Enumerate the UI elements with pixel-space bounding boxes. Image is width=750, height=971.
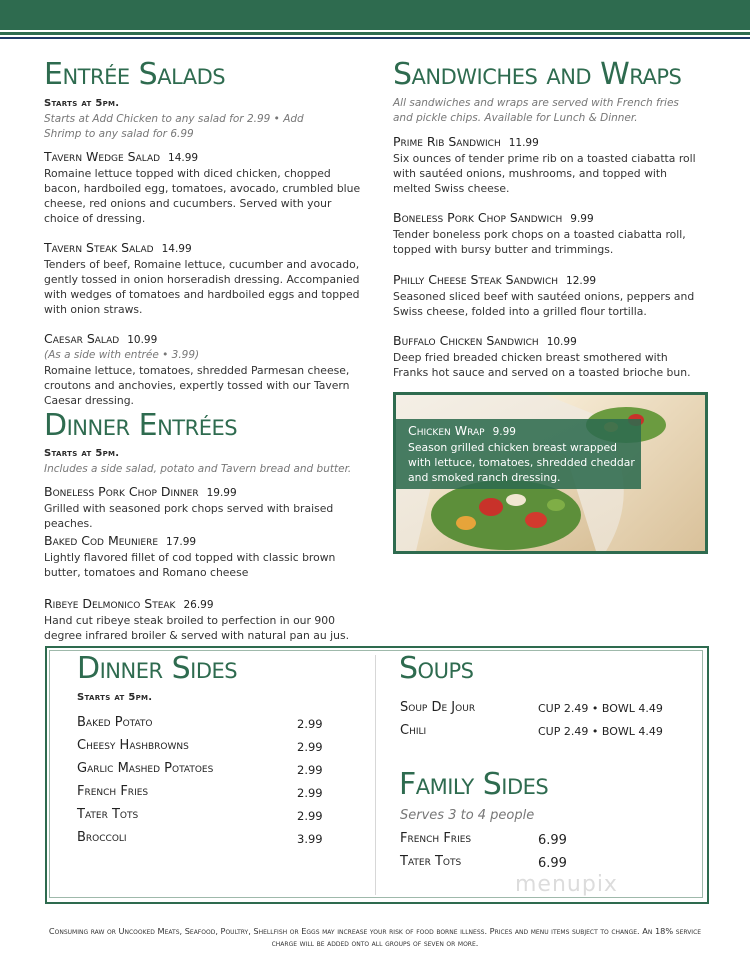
footer-disclaimer: Consuming raw or Uncooked Meats, Seafood, Poultry, Shellfish or Eggs may increase your risk of food borne illness. Prices and menu items subject to change. An 18% service charge will be added onto all groups of seven or more. <box>48 926 702 948</box>
item-name: Prime Rib Sandwich <box>393 134 501 149</box>
menu-item <box>393 272 703 319</box>
menu-item <box>44 240 364 317</box>
sandwiches-title: Sandwiches and Wraps <box>393 57 682 92</box>
chicken-wrap-photo <box>393 392 708 554</box>
item-price: 14.99 <box>161 243 192 255</box>
item-price: 11.99 <box>508 137 539 149</box>
item-name: Boneless Pork Chop Sandwich <box>393 210 563 225</box>
entree-salads-title: Entrée Salads <box>44 57 226 92</box>
family-side-name: French Fries <box>400 831 472 846</box>
item-price: 9.99 <box>570 213 594 225</box>
entree-salads-subtitle: Starts at 5pm. <box>44 98 120 109</box>
item-desc: Six ounces of tender prime rib on a toasted ciabatta roll with sautéed onions, mushrooms, and topped with melted Swiss cheese. <box>393 152 696 195</box>
item-desc: Hand cut ribeye steak broiled to perfection in our 900 degree infrared broiler & served with natural pan au jus. <box>44 614 350 642</box>
family-side-name: Tater Tots <box>400 854 462 869</box>
item-desc: Grilled with seasoned pork chops served with braised peaches. <box>44 502 334 530</box>
menu-item <box>393 210 703 257</box>
side-price: 2.99 <box>297 717 323 731</box>
item-desc: Deep fried breaded chicken breast smothered with Franks hot sauce and served on a toasted brioche bun. <box>393 351 691 379</box>
family-sides-title: Family Sides <box>399 767 549 802</box>
dinner-sides-subtitle: Starts at 5pm. <box>77 692 153 703</box>
item-sidenote: (As a side with entrée • 3.99) <box>44 349 200 361</box>
side-name: Tater Tots <box>77 807 139 822</box>
family-side-price: 6.99 <box>538 856 567 871</box>
item-desc: Tenders of beef, Romaine lettuce, cucumber and avocado, gently tossed in onion horseradish dressing. Accompanied with wedges of tomatoes and hardboiled eggs and topped with onion straws. <box>44 258 360 316</box>
item-name: Tavern Steak Salad <box>44 240 154 255</box>
soup-price: CUP 2.49 • BOWL 4.49 <box>538 702 663 715</box>
item-price: 10.99 <box>546 336 577 348</box>
side-name: Garlic Mashed Potatoes <box>77 761 214 776</box>
entree-salads-note: Starts at Add Chicken to any salad for 2.99 • Add Shrimp to any salad for 6.99 <box>44 113 304 140</box>
item-name: Boneless Pork Chop Dinner <box>44 484 199 499</box>
menu-item <box>393 333 703 380</box>
item-price: 14.99 <box>168 152 199 164</box>
item-price: 26.99 <box>183 599 214 611</box>
side-price: 2.99 <box>297 740 323 754</box>
item-name: Ribeye Delmonico Steak <box>44 596 176 611</box>
feature-name: Chicken Wrap <box>408 423 485 438</box>
column-divider <box>375 655 376 895</box>
header-bar <box>0 0 750 30</box>
item-name: Baked Cod Meuniere <box>44 533 159 548</box>
feature-item <box>408 423 643 485</box>
dinner-entrees-title: Dinner Entrées <box>44 408 238 443</box>
item-price: 19.99 <box>206 487 237 499</box>
dinner-entrees-subtitle: Starts at 5pm. <box>44 448 120 459</box>
side-name: French Fries <box>77 784 149 799</box>
item-price: 12.99 <box>566 275 597 287</box>
dinner-sides-title: Dinner Sides <box>77 651 238 686</box>
header-rule <box>0 32 750 35</box>
item-desc: Seasoned sliced beef with sautéed onions, peppers and Swiss cheese, folded into a grilled flour tortilla. <box>393 290 695 318</box>
item-desc: Lightly flavored fillet of cod topped with classic brown butter, tomatoes and Romano cheese <box>44 551 336 579</box>
item-name: Tavern Wedge Salad <box>44 149 161 164</box>
menu-item <box>44 533 374 580</box>
family-side-price: 6.99 <box>538 833 567 848</box>
side-price: 2.99 <box>297 763 323 777</box>
watermark: menupix <box>515 872 618 897</box>
sandwiches-note: All sandwiches and wraps are served with French fries and pickle chips. Available for Lunch & Dinner. <box>393 97 679 124</box>
menu-item <box>44 149 364 226</box>
item-price: 10.99 <box>127 334 158 346</box>
menu-item <box>44 484 374 531</box>
family-sides-note: Serves 3 to 4 people <box>400 808 535 823</box>
item-name: Buffalo Chicken Sandwich <box>393 333 539 348</box>
feature-desc: Season grilled chicken breast wrapped with lettuce, tomatoes, shredded cheddar and smoked ranch dressing. <box>408 441 635 484</box>
item-desc: Romaine lettuce topped with diced chicken, chopped bacon, hardboiled egg, tomatoes, avocado, crumbled blue cheese, red onions and cucumbers. Served with your choice of dressing. <box>44 167 361 225</box>
side-price: 2.99 <box>297 809 323 823</box>
soup-name: Soup De Jour <box>400 700 476 715</box>
menu-item <box>44 331 364 408</box>
item-price: 17.99 <box>166 536 197 548</box>
item-name: Philly Cheese Steak Sandwich <box>393 272 559 287</box>
feature-price: 9.99 <box>492 426 516 438</box>
dinner-entrees-note: Includes a side salad, potato and Tavern bread and butter. <box>44 463 352 475</box>
side-name: Broccoli <box>77 830 127 845</box>
item-desc: Romaine lettuce, tomatoes, shredded Parmesan cheese, croutons and anchovies, expertly tossed with our Tavern Caesar dressing. <box>44 364 350 407</box>
soup-name: Chili <box>400 723 427 738</box>
header-rule-navy <box>0 37 750 39</box>
menu-item <box>393 134 703 196</box>
menu-item <box>44 596 374 643</box>
item-desc: Tender boneless pork chops on a toasted ciabatta roll, topped with bursy butter and trimmings. <box>393 228 686 256</box>
side-price: 3.99 <box>297 832 323 846</box>
item-name: Caesar Salad <box>44 331 120 346</box>
side-name: Baked Potato <box>77 715 153 730</box>
side-price: 2.99 <box>297 786 323 800</box>
soup-price: CUP 2.49 • BOWL 4.49 <box>538 725 663 738</box>
soups-title: Soups <box>399 651 474 686</box>
side-name: Cheesy Hashbrowns <box>77 738 189 753</box>
